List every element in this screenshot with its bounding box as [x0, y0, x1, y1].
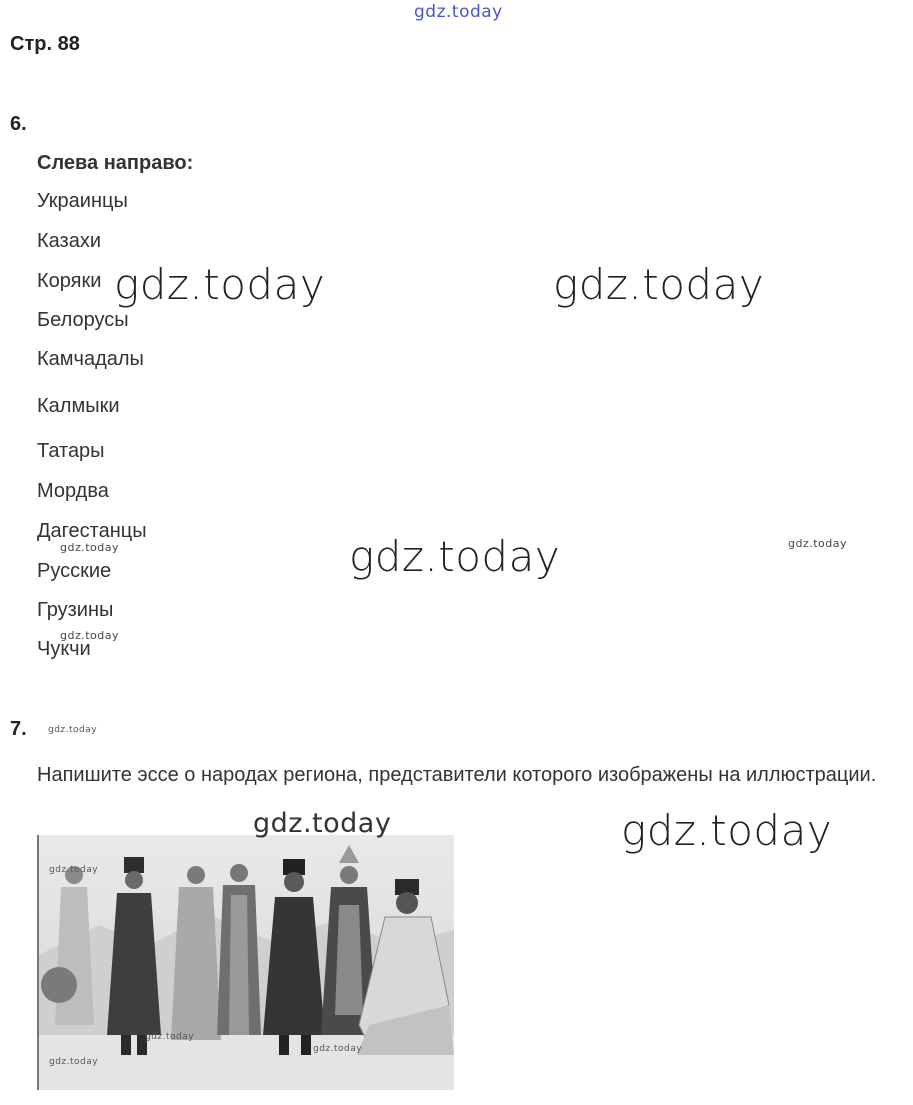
list-item: Калмыки — [37, 395, 120, 417]
illustration-photo — [37, 835, 454, 1090]
list-item: Казахи — [37, 230, 102, 252]
page-label: Стр. 88 — [10, 33, 80, 55]
watermark: gdz.today — [48, 725, 98, 735]
watermark: gdz.today — [788, 537, 848, 550]
list-item: Татары — [37, 440, 105, 462]
task-6-number: 6. — [10, 113, 27, 135]
list-item: Чукчи — [37, 638, 91, 660]
list-item: Русские — [37, 560, 112, 582]
photo-watermark: gdz.today — [313, 1044, 363, 1054]
watermark: gdz.today — [253, 808, 392, 839]
photo-watermark: gdz.today — [145, 1032, 195, 1042]
watermark: gdz.today — [60, 541, 120, 554]
top-watermark: gdz.today — [414, 2, 503, 22]
watermark: gdz.today — [621, 806, 833, 855]
list-item: Коряки — [37, 270, 102, 292]
list-item: Камчадалы — [37, 348, 144, 370]
task-6-heading: Слева направо: — [37, 152, 194, 174]
people-illustration — [39, 835, 454, 1090]
task-7-number: 7. — [10, 718, 27, 740]
photo-watermark: gdz.today — [49, 865, 99, 875]
list-item: Мордва — [37, 480, 109, 502]
task-7-text: Напишите эссе о народах региона, представители которого изображены на иллюстрации. — [37, 764, 877, 786]
watermark: gdz.today — [349, 532, 561, 581]
list-item: Дагестанцы — [37, 520, 147, 542]
watermark: gdz.today — [114, 260, 326, 309]
list-item: Грузины — [37, 599, 114, 621]
photo-watermark: gdz.today — [49, 1057, 99, 1067]
watermark: gdz.today — [60, 629, 120, 642]
list-item: Украинцы — [37, 190, 128, 212]
watermark: gdz.today — [553, 260, 765, 309]
list-item: Белорусы — [37, 309, 129, 331]
